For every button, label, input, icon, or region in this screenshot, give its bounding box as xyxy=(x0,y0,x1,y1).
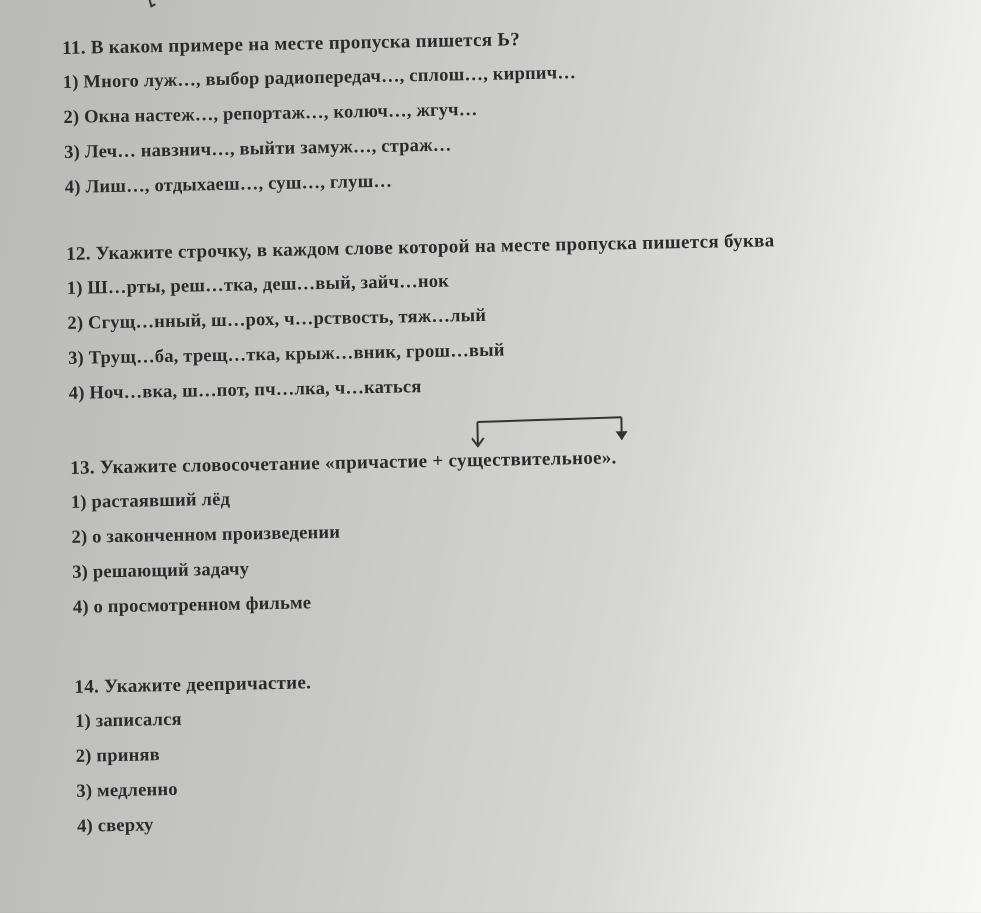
answer-option: 4) о просмотренном фильме xyxy=(72,593,312,618)
question-12 xyxy=(66,220,981,412)
question-title: 11. В каком примере на месте пропуска пишется Ь? xyxy=(61,29,521,59)
answer-option: 4) Лиш…, отдыхаеш…, суш…, глуш… xyxy=(64,171,393,198)
answer-option: 2) о законченном произведении xyxy=(71,522,341,548)
question-title: 12. Укажите строчку, в каждом слове которой на месте пропуска пишется буква xyxy=(65,230,775,265)
answer-option: 1) Ш…рты, реш…тка, деш…вый, зайч…нок xyxy=(66,271,450,299)
answer-option: 1) Много луж…, выбор радиопередач…, сплош…, кирпич… xyxy=(62,63,577,93)
answer-option: 3) Леч… навзнич…, выйти замуж…, страж… xyxy=(63,135,452,163)
answer-option: 3) решающий задачу xyxy=(72,559,250,583)
pen-mark xyxy=(145,0,159,12)
question-11 xyxy=(62,14,981,206)
question-14 xyxy=(74,653,981,845)
answer-option: 3) медленно xyxy=(76,779,178,802)
answer-option: 2) приняв xyxy=(75,745,161,767)
answer-option: 1) записался xyxy=(74,709,182,732)
question-title: 13. Укажите словосочетание «причастие + существительное». xyxy=(70,447,617,479)
answer-option: 2) Окна настеж…, репортаж…, колюч…, жгуч… xyxy=(63,100,478,128)
answer-option: 4) сверху xyxy=(76,815,154,837)
answer-option: 4) Ноч…вка, ш…пот, пч…лка, ч…каться xyxy=(68,377,422,404)
answer-option: 1) растаявший лёд xyxy=(70,489,231,513)
answer-option: 3) Трущ…ба, трещ…тка, крыж…вник, грош…вый xyxy=(67,340,505,369)
question-title: 14. Укажите деепричастие. xyxy=(74,672,312,698)
question-13 xyxy=(70,434,981,626)
answer-option: 2) Сгущ…нный, ш…рох, ч…рствость, тяж…лый xyxy=(67,305,487,334)
